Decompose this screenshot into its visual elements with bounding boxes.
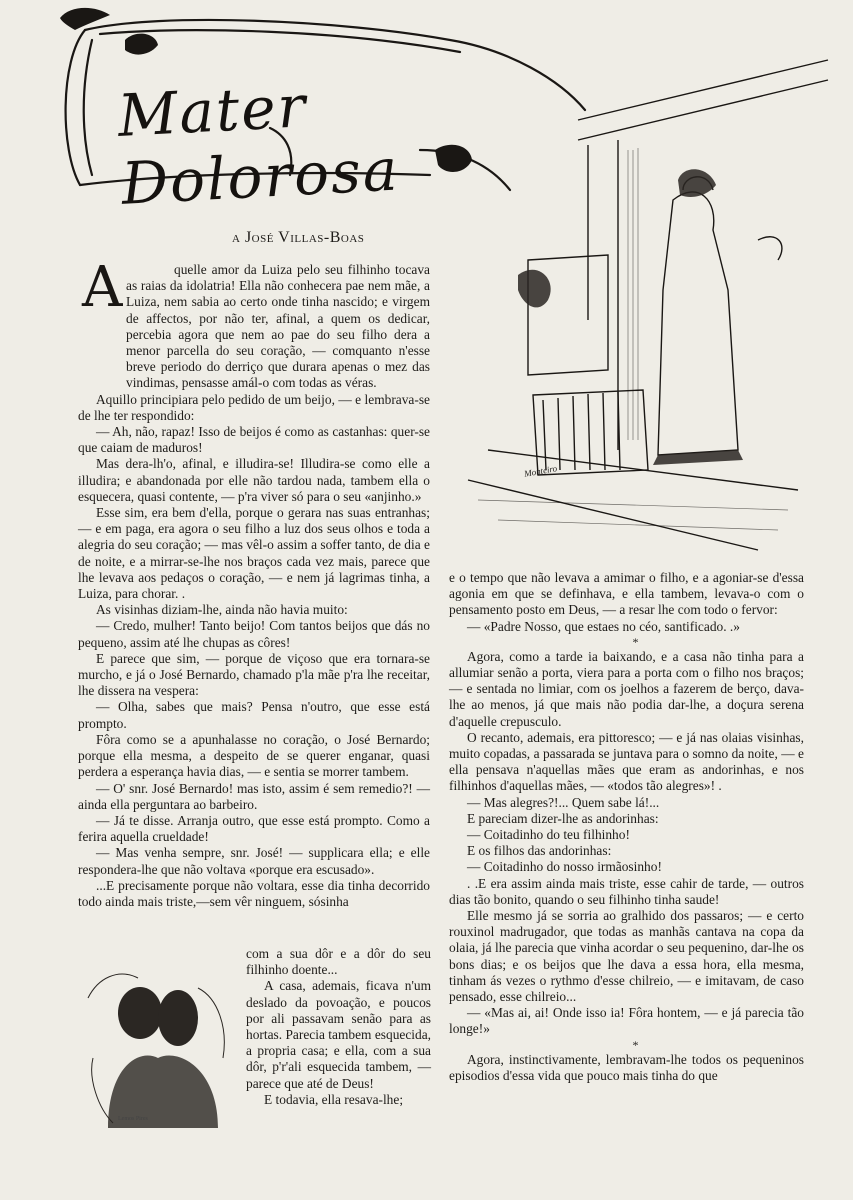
paragraph: — Mas alegres?!... Quem sabe lá!... [467, 794, 660, 810]
paragraph: E parece que sim, — porque de viçoso que era tornara-se murcho, e já o José Bernardo, chamado p'la mãe p'ra lhe receitar, lhe dissera na vespera: [78, 650, 430, 699]
paragraph: A casa, ademais, ficava n'um deslado da povoação, e poucos por ali passavam senão para as hortas. Parecia tambem esquecida, a propria casa; e ella, com a sua dôr, p'r'ali esquecida tambem, — parece que até de Deus! [246, 978, 431, 1091]
paragraph: — Credo, mulher! Tanto beijo! Com tantos beijos que dás no pequeno, assim até lhe chupas as côres! [78, 618, 430, 650]
paragraph: com a sua dôr e a dôr do seu filhinho doente... [246, 946, 431, 978]
paragraph: — Ah, não, rapaz! Isso de beijos é como as castanhas: quer-se que caiam de maduros! [78, 424, 430, 456]
paragraph: Elle mesmo já se sorria ao gralhido dos passaros; — e certo rouxinol madrugador, que todas as manhãs cantava na copa da olaia, já lhe parecia que vinha acordar o seu pequenino, dar-lhe os bons dias; e os beijos que lhe dava a essa hora, ella mesma, tinham ás vezes o rythmo d'esse chilreio, — e imitavam, de caso pensado, esse chilreio... [449, 908, 804, 1005]
paragraph: Aquillo principiara pelo pedido de um beijo, — e lembrava-se de lhe ter respondido: [78, 391, 430, 423]
paragraph: Fôra como se a apunhalasse no coração, o José Bernardo; porque ella mesma, a despeito de se querer enganar, quasi perdera a esperança havia dias, — e sentia se morrer tambem. [78, 731, 430, 780]
section-separator: * [632, 634, 639, 649]
paragraph: E pareciam dizer-lhe as andorinhas: [467, 810, 659, 826]
paragraph: — Olha, sabes que mais? Pensa n'outro, que esse está prompto. [78, 699, 430, 731]
paragraph: — Coitadinho do nosso irmãosinho! [467, 859, 662, 875]
article-title: Mater Dolorosa [116, 72, 401, 218]
kiss-illustration-signature: Lemos Pires [118, 1116, 148, 1122]
paragraph: ...E precisamente porque não voltara, esse dia tinha decorrido todo ainda mais triste,—sem vêr ninguem, sósinha [78, 877, 430, 909]
paragraph: — «Padre Nosso, que estaes no céo, santificado. .» [467, 618, 740, 634]
paragraph: E todavia, ella resava-lhe; [264, 1091, 404, 1107]
dedication: a José Villas-Boas [232, 229, 365, 246]
woman-cradle-illustration [458, 30, 830, 555]
paragraph: — O' snr. José Bernardo! mas isto, assim é sem remedio?! — ainda ella perguntara ao barbeiro. [78, 780, 430, 812]
right-column [449, 570, 804, 1084]
paragraph: Esse sim, era bem d'ella, porque o gerara nas suas entranhas; — e em paga, era agora o seu filho a luz dos seus olhos e toda a alegria do seu coração; — mas vêl-o assim a soffer tanto, de dia e de noite, e a mirrar-se-lhe nos braços cada vez mais, parece que lhe levava aos pedaços o coração, — e nem já lagrimas tinha, a Luiza, para chorar. . [78, 505, 430, 602]
paragraph: quelle amor da Luiza pelo seu filhinho tocava as raias da idolatria! Ella não conhecera pae nem mãe, a Luiza, nem sabia ao certo onde tinha nascido; e virgem de affectos, por não ter, afinal, a quem os dedicar, percebia agora que nem ao pae do seu filho dera a menor parcella do seu coração, — comquanto n'esse breve periodo do derriço que durara apenas o mez das vindimas, pensasse amál-o com todas as véras. [126, 262, 430, 391]
paragraph: O recanto, ademais, era pittoresco; — e já nas olaias visinhas, muito copadas, a passarada se juntava para o somno da noite, — e ella pensava n'aquellas mães que eram as andorinhas, e nos filhinhos d'aquellas mães, — «todos tão alegres»! . [449, 729, 804, 794]
paragraph: . .E era assim ainda mais triste, esse cahir de tarde, — outros dias tão bonito, quando o seu filhinho tinha saude! [449, 875, 804, 907]
drop-cap-letter: A [82, 255, 123, 320]
paragraph: — Já te disse. Arranja outro, que esse está prompto. Como a ferira aquella crueldade! [78, 812, 430, 845]
illustration-signature: Monteiro [523, 463, 558, 479]
paragraph: — Mas venha sempre, snr. José! — supplicara ella; e elle respondera-lhe que não voltava «porque era escusado». [78, 845, 430, 877]
paragraph: Mas dera-lh'o, afinal, e illudira-se! Illudira-se como elle a illudira; e abandonada por elle não tardou nada, tambem ella o esquecera, quasi contente, — p'ra viver só para o seu «anjinho.» [78, 456, 430, 504]
paragraph: Agora, como a tarde ia baixando, e a casa não tinha para a allumiar senão a porta, viera para a porta com o filho nos braços; — e sentada no limiar, com os joelhos a fazerem de berço, dava-lhe ao menos, já que mais não podia dar-lhe, a doçura serena d'aquelle crepusculo. [449, 648, 804, 729]
paragraph: — «Mas ai, ai! Onde isso ia! Fôra hontem, — e já parecia tão longe!» [449, 1005, 804, 1037]
paragraph: As visinhas diziam-lhe, ainda não havia muito: [96, 602, 348, 618]
paragraph: Agora, instinctivamente, lembravam-lhe todos os pequeninos episodios d'essa vida que pouco mais tinha do que [449, 1051, 804, 1083]
section-separator: * [632, 1037, 639, 1052]
left-column [78, 255, 430, 910]
paragraph: e o tempo que não levava a amimar o filho, e a agoniar-se d'essa agonia em que se definhava, e ella tambem, levava-o com o pensamento posto em Deus, — a resar lhe com todo o fervor: [449, 570, 804, 618]
paragraph: E os filhos das andorinhas: [467, 843, 612, 859]
paragraph: — Coitadinho do teu filhinho! [467, 827, 630, 843]
left-column-continued [246, 946, 431, 1108]
couple-kiss-illustration [78, 958, 238, 1128]
